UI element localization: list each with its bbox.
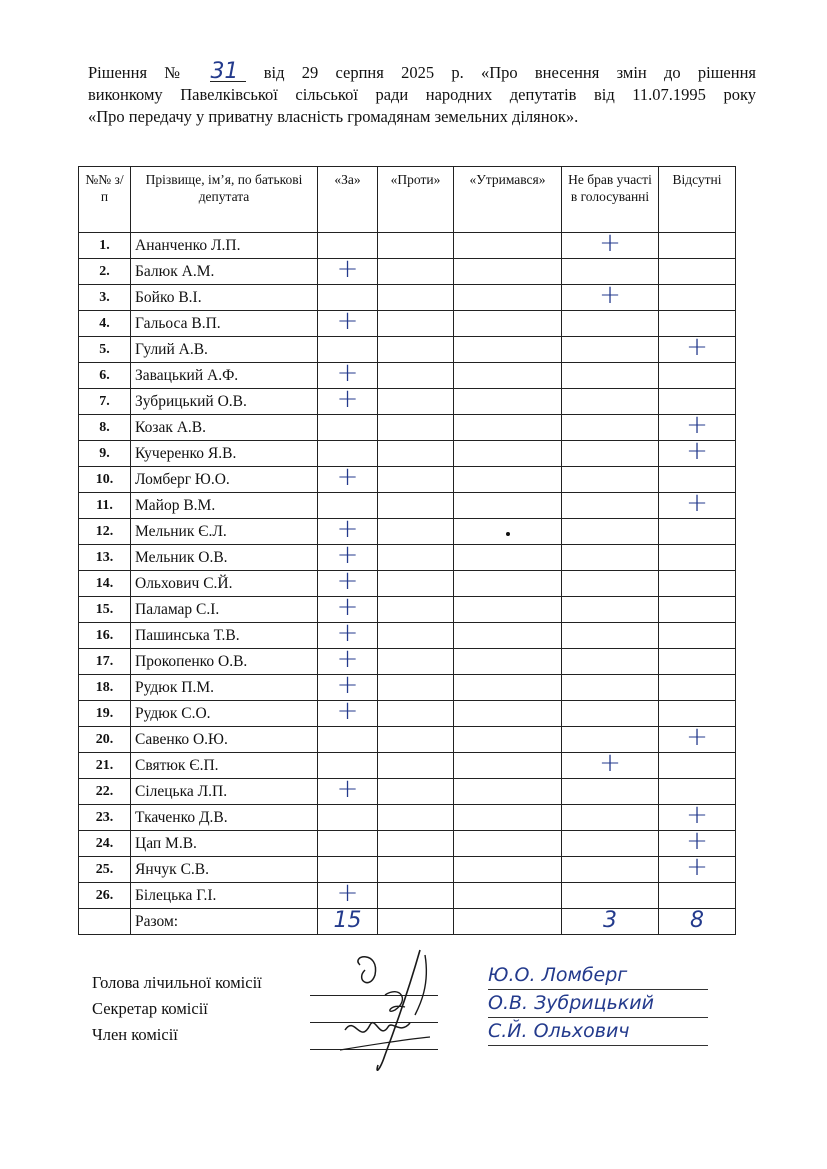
vote-cell-against — [378, 675, 454, 701]
vote-cell-absent — [659, 722, 736, 753]
vote-cell-abstained — [454, 441, 562, 467]
vote-cell-absent — [659, 285, 736, 311]
totals-num-cell — [79, 909, 131, 935]
vote-mark: + — [336, 592, 359, 622]
vote-cell-for — [318, 774, 378, 805]
vote-mark: + — [336, 618, 359, 648]
vote-mark: + — [336, 878, 359, 908]
vote-cell-abstained — [454, 285, 562, 311]
signature-labels — [92, 970, 262, 1048]
table-row — [79, 415, 736, 441]
vote-cell-against — [378, 363, 454, 389]
vote-cell-against — [378, 649, 454, 675]
deputy-name: Прокопенко О.В. — [131, 649, 318, 675]
chair-label: Голова лічильної комісії — [92, 973, 262, 992]
heading-decision-label: Рішення № — [88, 63, 194, 82]
vote-cell-for — [318, 805, 378, 831]
vote-cell-against — [378, 233, 454, 259]
vote-mark: + — [686, 410, 708, 440]
deputy-name: Балюк А.М. — [131, 259, 318, 285]
vote-cell-absent — [659, 883, 736, 909]
deputy-name: Бойко В.І. — [131, 285, 318, 311]
vote-cell-absent — [659, 753, 736, 779]
vote-cell-not-voting — [562, 831, 659, 857]
voting-table — [78, 166, 736, 935]
header-against: «Проти» — [378, 167, 454, 233]
vote-cell-abstained — [454, 233, 562, 259]
vote-cell-not-voting — [562, 779, 659, 805]
vote-cell-abstained — [454, 857, 562, 883]
vote-cell-not-voting — [562, 883, 659, 909]
row-number: 17. — [79, 649, 131, 675]
total-not-voting: 3 — [603, 908, 617, 933]
vote-cell-against — [378, 493, 454, 519]
heading-line-2: виконкому Павелківської сільської ради народних депутатів від 11.07.1995 року — [88, 85, 756, 104]
vote-cell-abstained — [454, 545, 562, 571]
deputy-name: Рудюк С.О. — [131, 701, 318, 727]
row-number: 26. — [79, 883, 131, 909]
vote-mark: + — [336, 566, 359, 596]
vote-cell-absent — [659, 852, 736, 883]
header-for: «За» — [318, 167, 378, 233]
table-row — [79, 337, 736, 363]
vote-cell-against — [378, 597, 454, 623]
member-label: Член комісії — [92, 1025, 178, 1044]
row-number: 10. — [79, 467, 131, 493]
vote-cell-against — [378, 805, 454, 831]
table-header-row — [79, 167, 736, 233]
vote-cell-not-voting — [562, 805, 659, 831]
row-number: 13. — [79, 545, 131, 571]
totals-row — [79, 909, 736, 935]
table-body — [79, 228, 736, 909]
vote-cell-absent — [659, 623, 736, 649]
vote-cell-abstained — [454, 519, 562, 545]
vote-mark: + — [686, 826, 708, 856]
table-row — [79, 597, 736, 623]
vote-cell-not-voting — [562, 571, 659, 597]
vote-cell-against — [378, 831, 454, 857]
vote-cell-against — [378, 519, 454, 545]
vote-mark: + — [336, 696, 359, 726]
vote-cell-not-voting — [562, 857, 659, 883]
row-number: 22. — [79, 779, 131, 805]
heading-date-text: від 29 серпня 2025 р. «Про внесення змін до рішення — [263, 63, 757, 82]
vote-cell-for — [318, 727, 378, 753]
row-number: 23. — [79, 805, 131, 831]
deputy-name: Гальоса В.П. — [131, 311, 318, 337]
vote-cell-for — [318, 696, 378, 727]
vote-cell-for — [318, 384, 378, 415]
vote-mark: + — [336, 358, 359, 388]
vote-cell-absent — [659, 363, 736, 389]
vote-cell-not-voting — [562, 649, 659, 675]
vote-mark: + — [686, 722, 708, 752]
row-number: 5. — [79, 337, 131, 363]
table-row — [79, 831, 736, 857]
row-number: 7. — [79, 389, 131, 415]
vote-cell-abstained — [454, 831, 562, 857]
vote-cell-against — [378, 285, 454, 311]
vote-cell-not-voting — [562, 519, 659, 545]
vote-cell-against — [378, 571, 454, 597]
vote-cell-abstained — [454, 753, 562, 779]
vote-cell-not-voting — [562, 389, 659, 415]
header-num: №№ з/п — [79, 167, 131, 233]
row-number: 21. — [79, 753, 131, 779]
vote-cell-against — [378, 259, 454, 285]
header-abstained: «Утримався» — [454, 167, 562, 233]
deputy-name: Пашинська Т.В. — [131, 623, 318, 649]
vote-cell-abstained — [454, 571, 562, 597]
row-number: 16. — [79, 623, 131, 649]
row-number: 15. — [79, 597, 131, 623]
vote-cell-not-voting — [562, 441, 659, 467]
vote-mark: + — [336, 384, 359, 414]
header-name: Прізвище, ім’я, по батькові депутата — [131, 167, 318, 233]
deputy-name: Мельник Є.Л. — [131, 519, 318, 545]
row-number: 1. — [79, 233, 131, 259]
stray-dot-mark — [506, 532, 510, 536]
vote-cell-absent — [659, 233, 736, 259]
decision-heading — [88, 59, 757, 128]
table-row — [79, 545, 736, 571]
vote-cell-abstained — [454, 597, 562, 623]
table-row — [79, 571, 736, 597]
total-for: 15 — [333, 908, 362, 933]
vote-cell-not-voting — [562, 597, 659, 623]
decision-number: 31 — [210, 63, 246, 82]
deputy-name: Ольхович С.Й. — [131, 571, 318, 597]
deputy-name: Кучеренко Я.В. — [131, 441, 318, 467]
vote-cell-abstained — [454, 493, 562, 519]
row-number: 8. — [79, 415, 131, 441]
vote-mark: + — [686, 332, 708, 362]
totals-label: Разом: — [131, 909, 318, 935]
row-number: 19. — [79, 701, 131, 727]
vote-cell-for — [318, 878, 378, 909]
row-number: 14. — [79, 571, 131, 597]
vote-cell-not-voting — [562, 545, 659, 571]
table-row — [79, 467, 736, 493]
member-name: С.Й. Ольхович — [488, 1018, 708, 1046]
row-number: 25. — [79, 857, 131, 883]
vote-cell-not-voting — [562, 675, 659, 701]
secretary-label: Секретар комісії — [92, 999, 208, 1018]
vote-cell-against — [378, 441, 454, 467]
vote-mark: + — [336, 644, 359, 674]
table-row — [79, 883, 736, 909]
vote-cell-against — [378, 389, 454, 415]
row-number: 6. — [79, 363, 131, 389]
vote-mark: + — [599, 280, 621, 310]
vote-cell-against — [378, 883, 454, 909]
table-row — [79, 701, 736, 727]
row-number: 12. — [79, 519, 131, 545]
deputy-name: Савенко О.Ю. — [131, 727, 318, 753]
vote-cell-not-voting — [562, 311, 659, 337]
vote-cell-abstained — [454, 623, 562, 649]
deputy-name: Святюк Є.П. — [131, 753, 318, 779]
deputy-name: Ломберг Ю.О. — [131, 467, 318, 493]
vote-cell-for — [318, 254, 378, 285]
vote-mark: + — [336, 514, 359, 544]
deputy-name: Гулий А.В. — [131, 337, 318, 363]
vote-cell-not-voting — [562, 228, 659, 259]
vote-cell-against — [378, 545, 454, 571]
vote-cell-against — [378, 727, 454, 753]
vote-mark: + — [336, 540, 359, 570]
vote-mark: + — [336, 774, 359, 804]
vote-cell-absent — [659, 332, 736, 363]
vote-cell-against — [378, 701, 454, 727]
table-row — [79, 363, 736, 389]
deputy-name: Янчук С.В. — [131, 857, 318, 883]
vote-mark: + — [336, 462, 359, 492]
vote-cell-absent — [659, 259, 736, 285]
deputy-name: Зубрицький О.В. — [131, 389, 318, 415]
vote-cell-not-voting — [562, 280, 659, 311]
vote-cell-abstained — [454, 805, 562, 831]
vote-cell-not-voting — [562, 467, 659, 493]
deputy-name: Завацький А.Ф. — [131, 363, 318, 389]
table-row — [79, 285, 736, 311]
vote-cell-against — [378, 415, 454, 441]
deputy-name: Цап М.В. — [131, 831, 318, 857]
heading-line-1 — [88, 59, 757, 84]
vote-mark: + — [599, 228, 621, 258]
table-row — [79, 259, 736, 285]
chair-name: Ю.О. Ломберг — [488, 962, 708, 990]
vote-cell-absent — [659, 488, 736, 519]
vote-cell-absent — [659, 545, 736, 571]
vote-mark: + — [686, 800, 708, 830]
vote-cell-not-voting — [562, 415, 659, 441]
table-row — [79, 675, 736, 701]
vote-cell-absent — [659, 649, 736, 675]
vote-cell-not-voting — [562, 748, 659, 779]
vote-mark: + — [336, 670, 359, 700]
table-row — [79, 623, 736, 649]
vote-cell-against — [378, 779, 454, 805]
secretary-name: О.В. Зубрицький — [488, 990, 708, 1018]
vote-cell-against — [378, 311, 454, 337]
vote-cell-abstained — [454, 727, 562, 753]
vote-cell-abstained — [454, 389, 562, 415]
vote-cell-abstained — [454, 311, 562, 337]
deputy-name: Паламар С.І. — [131, 597, 318, 623]
table-row — [79, 727, 736, 753]
table-row — [79, 441, 736, 467]
deputy-name: Ананченко Л.П. — [131, 233, 318, 259]
row-number: 4. — [79, 311, 131, 337]
vote-cell-not-voting — [562, 701, 659, 727]
table-row — [79, 233, 736, 259]
vote-mark: + — [686, 488, 708, 518]
vote-cell-not-voting — [562, 493, 659, 519]
row-number: 24. — [79, 831, 131, 857]
vote-cell-abstained — [454, 415, 562, 441]
header-absent: Відсутні — [659, 167, 736, 233]
vote-cell-abstained — [454, 701, 562, 727]
heading-line-3: «Про передачу у приватну власність громадянам земельних ділянок». — [88, 107, 579, 126]
row-number: 11. — [79, 493, 131, 519]
signature-names — [488, 962, 708, 1046]
vote-cell-abstained — [454, 363, 562, 389]
deputy-name: Рудюк П.М. — [131, 675, 318, 701]
vote-cell-abstained — [454, 883, 562, 909]
vote-cell-abstained — [454, 337, 562, 363]
table-row — [79, 519, 736, 545]
deputy-name: Сілецька Л.П. — [131, 779, 318, 805]
row-number: 18. — [79, 675, 131, 701]
total-absent: 8 — [690, 908, 704, 933]
vote-cell-against — [378, 857, 454, 883]
vote-cell-absent — [659, 436, 736, 467]
vote-cell-against — [378, 753, 454, 779]
deputy-name: Мельник О.В. — [131, 545, 318, 571]
row-number: 20. — [79, 727, 131, 753]
row-number: 3. — [79, 285, 131, 311]
deputy-name: Ткаченко Д.В. — [131, 805, 318, 831]
table-row — [79, 805, 736, 831]
table-row — [79, 493, 736, 519]
table-row — [79, 857, 736, 883]
deputy-name: Козак А.В. — [131, 415, 318, 441]
vote-cell-absent — [659, 675, 736, 701]
vote-cell-not-voting — [562, 623, 659, 649]
row-number: 2. — [79, 259, 131, 285]
row-number: 9. — [79, 441, 131, 467]
table-row — [79, 779, 736, 805]
vote-cell-against — [378, 337, 454, 363]
vote-cell-absent — [659, 597, 736, 623]
vote-mark: + — [686, 436, 708, 466]
table-row — [79, 753, 736, 779]
vote-cell-not-voting — [562, 363, 659, 389]
handwritten-signatures — [330, 945, 450, 1080]
vote-cell-against — [378, 623, 454, 649]
table-row — [79, 389, 736, 415]
vote-cell-abstained — [454, 649, 562, 675]
vote-cell-for — [318, 462, 378, 493]
vote-cell-for — [318, 831, 378, 857]
vote-cell-abstained — [454, 467, 562, 493]
vote-cell-absent — [659, 519, 736, 545]
vote-mark: + — [336, 306, 359, 336]
vote-mark: + — [336, 254, 359, 284]
deputy-name: Майор В.М. — [131, 493, 318, 519]
vote-mark: + — [599, 748, 621, 778]
vote-mark: + — [686, 852, 708, 882]
table-row — [79, 311, 736, 337]
deputy-name: Білецька Г.І. — [131, 883, 318, 909]
vote-cell-abstained — [454, 259, 562, 285]
vote-cell-against — [378, 467, 454, 493]
vote-cell-abstained — [454, 675, 562, 701]
table-row — [79, 649, 736, 675]
vote-cell-for — [318, 415, 378, 441]
vote-cell-not-voting — [562, 337, 659, 363]
vote-cell-for — [318, 306, 378, 337]
header-not-voting: Не брав участі в голосуванні — [562, 167, 659, 233]
vote-cell-absent — [659, 571, 736, 597]
vote-cell-abstained — [454, 779, 562, 805]
